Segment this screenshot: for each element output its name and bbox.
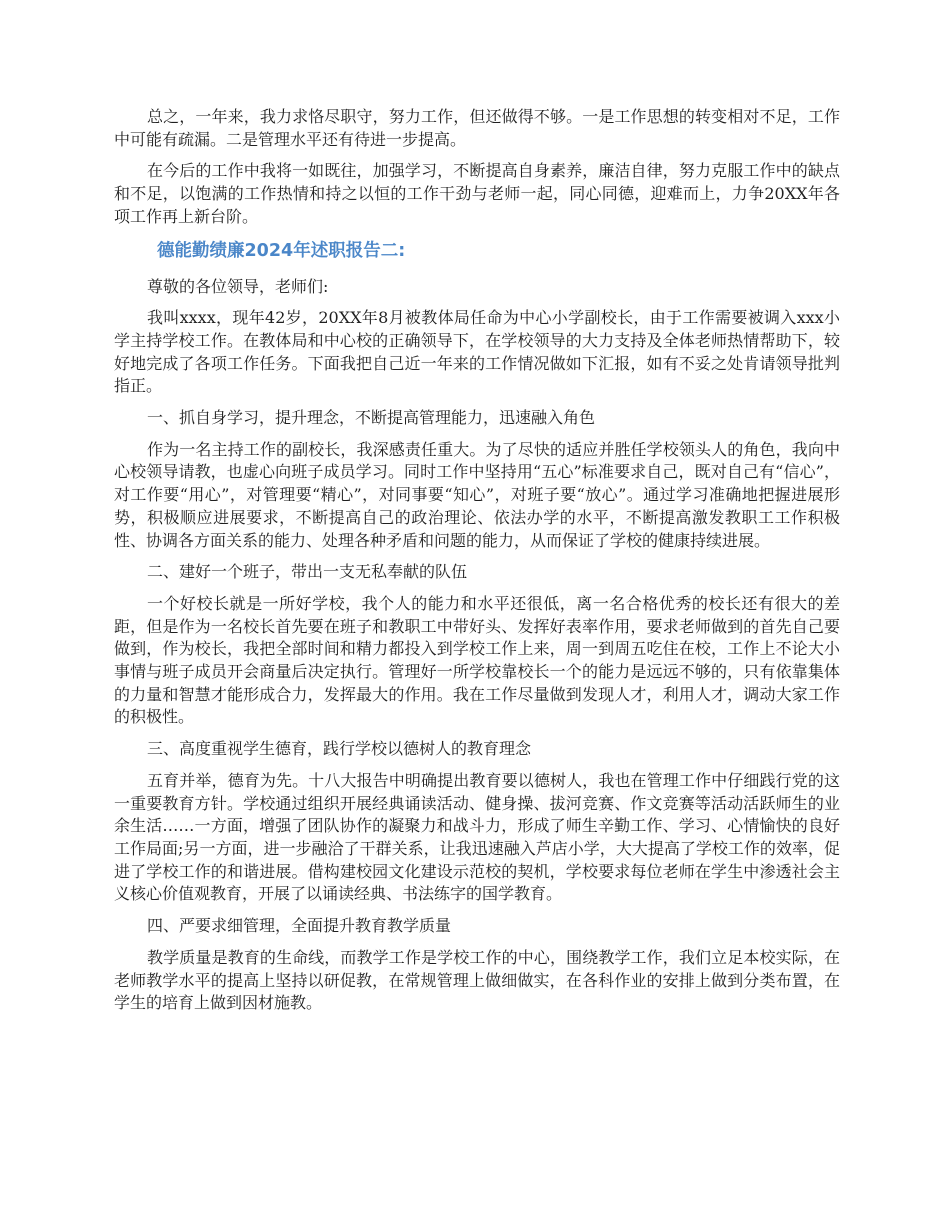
paragraph-self-intro: 我叫xxxx，现年42岁，20XX年8月被教体局任命为中心小学副校长，由于工作需要被调入xxx小学主持学校工作。在教体局和中心校的正确领导下，在学校领导的大力支持及全体老师热情帮助下，较好地完成了各项工作任务。下面我把自己近一年来的工作情况做如下汇报，如有不妥之处肯请领导批判指正。	[114, 308, 840, 396]
subheading-3: 三、高度重视学生德育，践行学校以德树人的教育理念	[147, 739, 532, 759]
paragraph-summary: 总之，一年来，我力求恪尽职守，努力工作，但还做得不够。一是工作思想的转变相对不足，工作中可能有疏漏。二是管理水平还有待进一步提高。	[114, 107, 840, 149]
subheading-4: 四、严要求细管理，全面提升教育教学质量	[147, 916, 452, 936]
salutation: 尊敬的各位领导，老师们:	[147, 276, 329, 296]
paragraph-2: 一个好校长就是一所好学校，我个人的能力和水平还很低，离一名合格优秀的校长还有很大的差距，但是作为一名校长首先要在班子和教职工中带好头、发挥好表率作用，要求老师做到的首先自己要做到，作为校长，我把全部时间和精力都投入到学校工作上来，周一到周五吃住在校，工作上不论大小事情与班子成员开会商量后决定执行。管理好一所学校靠校长一个的能力是远远不够的，只有依靠集体的力量和智慧才能形成合力，发挥最大的作用。我在工作尽量做到发现人才，利用人才，调动大家工作的积极性。	[114, 593, 840, 727]
subheading-1: 一、抓自身学习，提升理念，不断提高管理能力，迅速融入角色	[147, 408, 596, 428]
section-title: 德能勤绩廉2024年述职报告二:	[157, 240, 406, 261]
paragraph-1: 作为一名主持工作的副校长，我深感责任重大。为了尽快的适应并胜任学校领头人的角色，我向中心校领导请教，也虚心向班子成员学习。同时工作中坚持用“五心”标准要求自己，既对自己有“信心”，对工作要“用心”，对管理要“精心”，对同事要“知心”，对班子要“放心”。通过学习准确地把握进展形势，积极顺应进展要求，不断提高自己的政治理论、依法办学的水平，不断提高激发教职工工作积极性、协调各方面关系的能力、处理各种矛盾和问题的能力，从而保证了学校的健康持续进展。	[114, 439, 840, 550]
paragraph-3: 五育并举，德育为先。十八大报告中明确提出教育要以德树人，我也在管理工作中仔细践行党的这一重要教育方针。学校通过组织开展经典诵读活动、健身操、拔河竞赛、作文竞赛等活动活跃师生的业余生活……一方面，增强了团队协作的凝聚力和战斗力，形成了师生辛勤工作、学习、心情愉快的良好工作局面;另一方面，进一步融洽了干群关系，让我迅速融入芦店小学，大大提高了学校工作的效率，促进了学校工作的和谐进展。借构建校园文化建设示范校的契机，学校要求每位老师在学生中渗透社会主义核心价值观教育，开展了以诵读经典、书法练字的国学教育。	[114, 770, 840, 904]
paragraph-4: 教学质量是教育的生命线，而教学工作是学校工作的中心，围绕教学工作，我们立足本校实际，在老师教学水平的提高上坚持以研促教，在常规管理上做细做实，在各科作业的安排上做到分类布置，在学生的培育上做到因材施教。	[114, 947, 840, 1013]
subheading-2: 二、建好一个班子，带出一支无私奉献的队伍	[147, 562, 468, 582]
paragraph-future-plan: 在今后的工作中我将一如既往，加强学习，不断提高自身素养，廉洁自律，努力克服工作中的缺点和不足，以饱满的工作热情和持之以恒的工作干劲与老师一起，同心同德，迎难而上，力争20XX年各项工作再上新台阶。	[114, 161, 840, 226]
document-page	[114, 106, 840, 1024]
